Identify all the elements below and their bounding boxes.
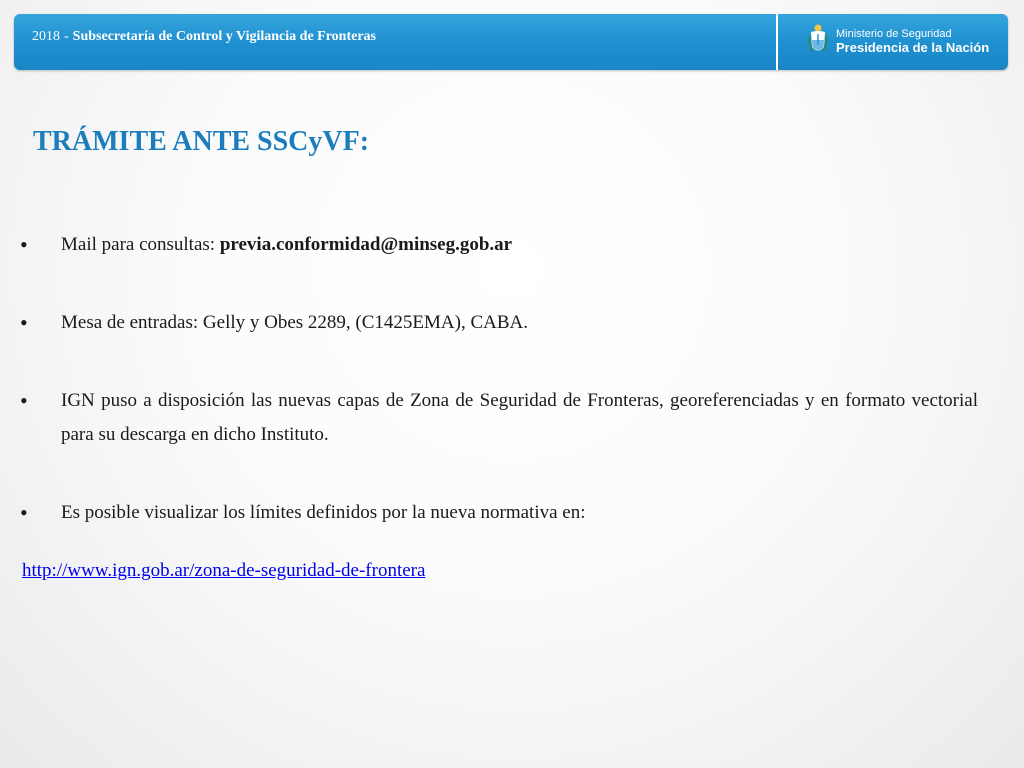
- limites-text: Es posible visualizar los límites definidos por la nueva normativa en:: [61, 502, 586, 523]
- list-item-mesa-entradas: [18, 306, 978, 340]
- ign-link[interactable]: http://www.ign.gob.ar/zona-de-seguridad-de-frontera: [22, 560, 426, 581]
- mail-label: Mail para consultas:: [61, 234, 220, 255]
- bullet-icon: •: [20, 388, 28, 413]
- ministry-line-1: Ministerio de Seguridad: [836, 28, 952, 40]
- header-year: 2018: [32, 29, 60, 44]
- coat-of-arms-icon: [808, 23, 828, 55]
- header-separator: -: [64, 29, 69, 44]
- bullet-icon: •: [20, 500, 28, 525]
- header-title: [32, 29, 376, 45]
- ministry-line-2: Presidencia de la Nación: [836, 40, 990, 55]
- header-divider: [776, 14, 778, 70]
- header-bar: [14, 14, 1008, 70]
- mail-address: previa.conformidad@minseg.gob.ar: [219, 234, 513, 255]
- ign-text: IGN puso a disposición las nuevas capas de Zona de Seguridad de Fronteras, georeferenciadas y en formato vectorial para su descarga en dicho Instituto.: [61, 390, 978, 445]
- bullet-icon: •: [20, 310, 28, 335]
- ministry-logo-text: [836, 28, 989, 54]
- header-org-name: Subsecretaría de Control y Vigilancia de Fronteras: [72, 29, 376, 44]
- mesa-entradas-text: Mesa de entradas: Gelly y Obes 2289, (C1425EMA), CABA.: [61, 312, 529, 333]
- bullet-icon: •: [20, 232, 28, 257]
- list-item-mail: [18, 228, 978, 262]
- list-item-limites: [18, 496, 978, 530]
- page-title: TRÁMITE ANTE SSCyVF:: [33, 126, 370, 157]
- list-item-ign: [18, 384, 978, 452]
- bullet-list: [18, 228, 978, 574]
